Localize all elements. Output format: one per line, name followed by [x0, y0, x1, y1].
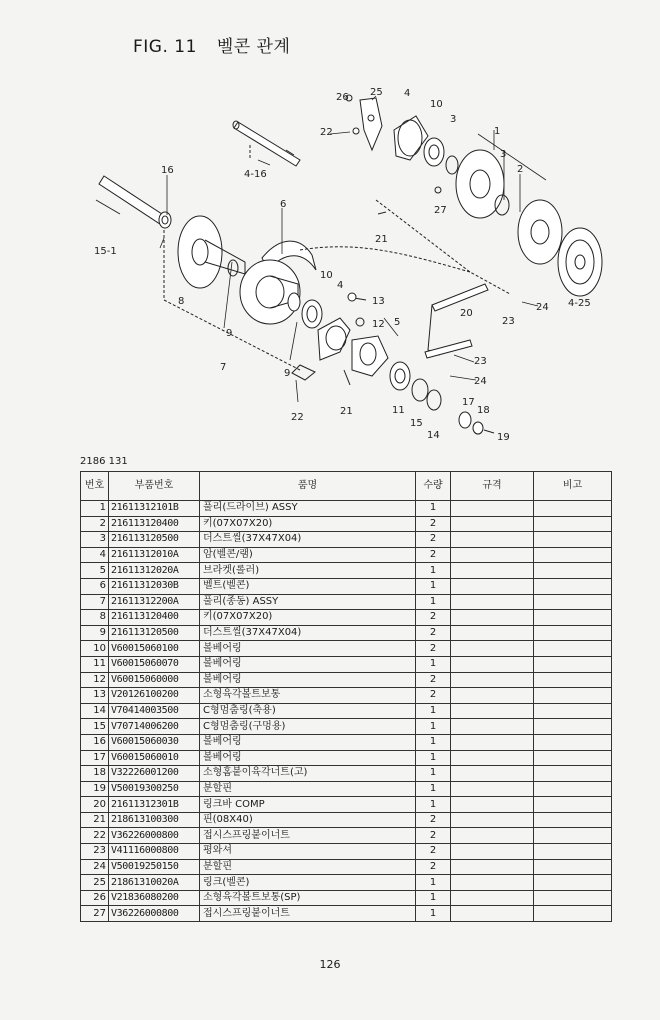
part-number: 21611312301B	[109, 797, 200, 813]
part-number: V32226001200	[109, 766, 200, 782]
quantity: 1	[416, 890, 451, 906]
label-18: 18	[477, 405, 490, 416]
part-number: V60015060010	[109, 750, 200, 766]
shaft-4-16	[233, 121, 300, 166]
remarks-cell	[534, 501, 612, 517]
table-row	[81, 688, 612, 704]
row-number: 13	[81, 688, 109, 704]
header-part-number: 부품번호	[109, 472, 200, 501]
quantity: 2	[416, 516, 451, 532]
part-name: 암(벨콘/램)	[200, 547, 416, 563]
figure-number: FIG. 11	[133, 37, 197, 57]
part-name: 볼베어링	[200, 734, 416, 750]
row-number: 9	[81, 625, 109, 641]
table-row	[81, 563, 612, 579]
part-name: 핀(08X40)	[200, 812, 416, 828]
quantity: 2	[416, 812, 451, 828]
part-name: 접시스프링붙이너트	[200, 828, 416, 844]
label-1: 1	[494, 126, 501, 137]
label-17: 17	[462, 397, 475, 408]
shaft-15-1	[96, 176, 168, 226]
label-4-16: 4-16	[244, 169, 267, 180]
table-row	[81, 578, 612, 594]
label-22a: 22	[320, 127, 333, 138]
part-number: V60015060030	[109, 734, 200, 750]
quantity: 1	[416, 703, 451, 719]
part-name: 볼베어링	[200, 672, 416, 688]
part-number: V70414003500	[109, 703, 200, 719]
row-number: 17	[81, 750, 109, 766]
part-number: 21611312030B	[109, 578, 200, 594]
remarks-cell	[534, 875, 612, 891]
label-6: 6	[280, 199, 287, 210]
part-name: 분할핀	[200, 781, 416, 797]
part-name: 풀리(종동) ASSY	[200, 594, 416, 610]
table-row	[81, 672, 612, 688]
part-number: 218613100300	[109, 812, 200, 828]
spec-cell	[451, 766, 534, 782]
remarks-cell	[534, 625, 612, 641]
label-26: 26	[336, 92, 349, 103]
label-20: 20	[460, 308, 473, 319]
quantity: 1	[416, 875, 451, 891]
part-name: 볼베어링	[200, 656, 416, 672]
table-row	[81, 781, 612, 797]
table-header-row	[81, 472, 612, 501]
label-7: 7	[220, 362, 227, 373]
spec-cell	[451, 812, 534, 828]
table-row	[81, 906, 612, 922]
quantity: 2	[416, 688, 451, 704]
table-row	[81, 766, 612, 782]
table-row	[81, 547, 612, 563]
quantity: 2	[416, 672, 451, 688]
quantity: 1	[416, 563, 451, 579]
part-number: 21611312020A	[109, 563, 200, 579]
row-number: 7	[81, 594, 109, 610]
driven-pulley-7	[178, 216, 245, 288]
drive-pulley-1	[456, 150, 562, 264]
quantity: 2	[416, 828, 451, 844]
part-name: C형멈춤링(축용)	[200, 703, 416, 719]
pulley-4-25	[558, 228, 602, 296]
part-number: V60015060100	[109, 641, 200, 657]
remarks-cell	[534, 547, 612, 563]
part-number: V41116000800	[109, 844, 200, 860]
quantity: 2	[416, 532, 451, 548]
label-25: 25	[370, 87, 383, 98]
spec-cell	[451, 672, 534, 688]
label-5: 5	[394, 317, 401, 328]
header-quantity: 수량	[416, 472, 451, 501]
spec-cell	[451, 516, 534, 532]
remarks-cell	[534, 610, 612, 626]
table-row	[81, 734, 612, 750]
parts-table	[80, 471, 612, 922]
part-name: 브라켓(롤러)	[200, 563, 416, 579]
label-13: 13	[372, 296, 385, 307]
part-name: 볼베어링	[200, 750, 416, 766]
label-22b: 22	[291, 412, 304, 423]
bearing-11	[390, 362, 410, 390]
label-15-1: 15-1	[94, 246, 117, 257]
part-number: V50019250150	[109, 859, 200, 875]
remarks-cell	[534, 719, 612, 735]
part-number: V36226000800	[109, 906, 200, 922]
spec-cell	[451, 594, 534, 610]
spec-cell	[451, 547, 534, 563]
spec-cell	[451, 625, 534, 641]
spec-cell	[451, 563, 534, 579]
remarks-cell	[534, 516, 612, 532]
row-number: 15	[81, 719, 109, 735]
label-14: 14	[427, 430, 440, 441]
part-name: 키(07X07X20)	[200, 516, 416, 532]
quantity: 2	[416, 844, 451, 860]
label-8: 8	[178, 296, 185, 307]
arm-4-lower	[292, 318, 350, 380]
part-name: 더스트씰(37X47X04)	[200, 625, 416, 641]
row-number: 18	[81, 766, 109, 782]
quantity: 1	[416, 750, 451, 766]
remarks-cell	[534, 797, 612, 813]
row-number: 27	[81, 906, 109, 922]
exploded-parts-diagram	[0, 0, 660, 450]
table-row	[81, 610, 612, 626]
row-number: 14	[81, 703, 109, 719]
row-number: 3	[81, 532, 109, 548]
remarks-cell	[534, 890, 612, 906]
label-23b: 23	[474, 356, 487, 367]
part-number: 21611312200A	[109, 594, 200, 610]
spec-cell	[451, 750, 534, 766]
figure-name: 벨콘 관계	[216, 37, 291, 57]
header-remarks: 비고	[534, 472, 612, 501]
row-number: 19	[81, 781, 109, 797]
remarks-cell	[534, 578, 612, 594]
table-row	[81, 625, 612, 641]
remarks-cell	[534, 594, 612, 610]
spec-cell	[451, 719, 534, 735]
label-23a: 23	[502, 316, 515, 327]
table-row	[81, 656, 612, 672]
label-11: 11	[392, 405, 405, 416]
label-4b: 4	[337, 280, 344, 291]
remarks-cell	[534, 844, 612, 860]
remarks-cell	[534, 641, 612, 657]
quantity: 1	[416, 766, 451, 782]
row-number: 11	[81, 656, 109, 672]
label-4-25: 4-25	[568, 298, 591, 309]
row-number: 1	[81, 501, 109, 517]
spec-cell	[451, 781, 534, 797]
row-number: 10	[81, 641, 109, 657]
part-name: C형멈춤링(구멍용)	[200, 719, 416, 735]
spec-cell	[451, 688, 534, 704]
part-name: 링크바 COMP	[200, 797, 416, 813]
quantity: 1	[416, 501, 451, 517]
part-number: 216113120500	[109, 532, 200, 548]
remarks-cell	[534, 532, 612, 548]
spec-cell	[451, 844, 534, 860]
spec-cell	[451, 703, 534, 719]
row-number: 25	[81, 875, 109, 891]
row-number: 24	[81, 859, 109, 875]
row-number: 23	[81, 844, 109, 860]
spec-cell	[451, 797, 534, 813]
table-row	[81, 719, 612, 735]
spec-cell	[451, 875, 534, 891]
quantity: 2	[416, 859, 451, 875]
quantity: 1	[416, 656, 451, 672]
part-name: 소형육각볼트보통(SP)	[200, 890, 416, 906]
table-row	[81, 703, 612, 719]
table-row	[81, 797, 612, 813]
quantity: 1	[416, 719, 451, 735]
remarks-cell	[534, 828, 612, 844]
spec-cell	[451, 828, 534, 844]
table-row	[81, 828, 612, 844]
part-name: 링크(벨콘)	[200, 875, 416, 891]
part-name: 평와셔	[200, 844, 416, 860]
label-24b: 24	[474, 376, 487, 387]
part-number: V60015060000	[109, 672, 200, 688]
row-number: 26	[81, 890, 109, 906]
row-number: 2	[81, 516, 109, 532]
row-number: 12	[81, 672, 109, 688]
table-row	[81, 844, 612, 860]
part-number: 216113120500	[109, 625, 200, 641]
part-name: 더스트씰(37X47X04)	[200, 532, 416, 548]
part-name: 풀리(드라이브) ASSY	[200, 501, 416, 517]
part-name: 키(07X07X20)	[200, 610, 416, 626]
header-part-name: 품명	[200, 472, 416, 501]
spec-cell	[451, 578, 534, 594]
quantity: 1	[416, 906, 451, 922]
spec-cell	[451, 906, 534, 922]
quantity: 1	[416, 594, 451, 610]
bearing-16	[159, 212, 171, 228]
row-number: 22	[81, 828, 109, 844]
label-21b: 21	[340, 406, 353, 417]
row-number: 21	[81, 812, 109, 828]
page-number: 126	[319, 958, 341, 971]
header-spec: 규격	[451, 472, 534, 501]
table-row	[81, 859, 612, 875]
label-21a: 21	[375, 234, 388, 245]
remarks-cell	[534, 688, 612, 704]
part-number: V50019300250	[109, 781, 200, 797]
part-number: V21836080200	[109, 890, 200, 906]
quantity: 2	[416, 547, 451, 563]
quantity: 2	[416, 641, 451, 657]
remarks-cell	[534, 766, 612, 782]
label-2: 2	[517, 164, 524, 175]
label-16: 16	[161, 165, 174, 176]
spec-cell	[451, 656, 534, 672]
label-9a: 9	[226, 328, 233, 339]
spec-cell	[451, 501, 534, 517]
table-row	[81, 532, 612, 548]
label-4a: 4	[404, 88, 411, 99]
label-19: 19	[497, 432, 510, 443]
remarks-cell	[534, 812, 612, 828]
table-row	[81, 875, 612, 891]
part-name: 분할핀	[200, 859, 416, 875]
part-name: 소형육각볼트보통	[200, 688, 416, 704]
part-name: 벨트(벨콘)	[200, 578, 416, 594]
remarks-cell	[534, 781, 612, 797]
spec-cell	[451, 859, 534, 875]
header-no: 번호	[81, 472, 109, 501]
table-row	[81, 594, 612, 610]
part-number: 216113120400	[109, 610, 200, 626]
table-row	[81, 812, 612, 828]
part-number: V20126100200	[109, 688, 200, 704]
part-number: V36226000800	[109, 828, 200, 844]
part-name: 소형홈붙이육각너트(고)	[200, 766, 416, 782]
label-3b: 3	[500, 149, 507, 160]
row-number: 20	[81, 797, 109, 813]
part-number: 216113120400	[109, 516, 200, 532]
part-number: 21611312010A	[109, 547, 200, 563]
table-row	[81, 890, 612, 906]
quantity: 1	[416, 578, 451, 594]
part-name: 접시스프링붙이너트	[200, 906, 416, 922]
quantity: 2	[416, 625, 451, 641]
part-name: 볼베어링	[200, 641, 416, 657]
quantity: 1	[416, 781, 451, 797]
quantity: 1	[416, 797, 451, 813]
spec-cell	[451, 890, 534, 906]
label-12: 12	[372, 319, 385, 330]
remarks-cell	[534, 906, 612, 922]
label-3a: 3	[450, 114, 457, 125]
spec-cell	[451, 734, 534, 750]
remarks-cell	[534, 563, 612, 579]
remarks-cell	[534, 859, 612, 875]
remarks-cell	[534, 734, 612, 750]
remarks-cell	[534, 656, 612, 672]
label-10a: 10	[430, 99, 443, 110]
table-row	[81, 501, 612, 517]
label-27: 27	[434, 205, 447, 216]
link-bar-20	[425, 284, 488, 358]
part-number: V60015060070	[109, 656, 200, 672]
remarks-cell	[534, 703, 612, 719]
arm-4-upper	[394, 116, 428, 160]
table-row	[81, 750, 612, 766]
spec-cell	[451, 610, 534, 626]
spec-cell	[451, 532, 534, 548]
label-15: 15	[410, 418, 423, 429]
document-code: 2186 131	[80, 456, 128, 467]
row-number: 4	[81, 547, 109, 563]
label-10b: 10	[320, 270, 333, 281]
remarks-cell	[534, 672, 612, 688]
spec-cell	[451, 641, 534, 657]
part-number: V70714006200	[109, 719, 200, 735]
label-24a: 24	[536, 302, 549, 313]
table-row	[81, 641, 612, 657]
row-number: 5	[81, 563, 109, 579]
remarks-cell	[534, 750, 612, 766]
row-number: 16	[81, 734, 109, 750]
part-number: 21611312101B	[109, 501, 200, 517]
label-9b: 9	[284, 368, 291, 379]
part-number: 21861310020A	[109, 875, 200, 891]
row-number: 6	[81, 578, 109, 594]
quantity: 1	[416, 734, 451, 750]
quantity: 2	[416, 610, 451, 626]
table-row	[81, 516, 612, 532]
row-number: 8	[81, 610, 109, 626]
